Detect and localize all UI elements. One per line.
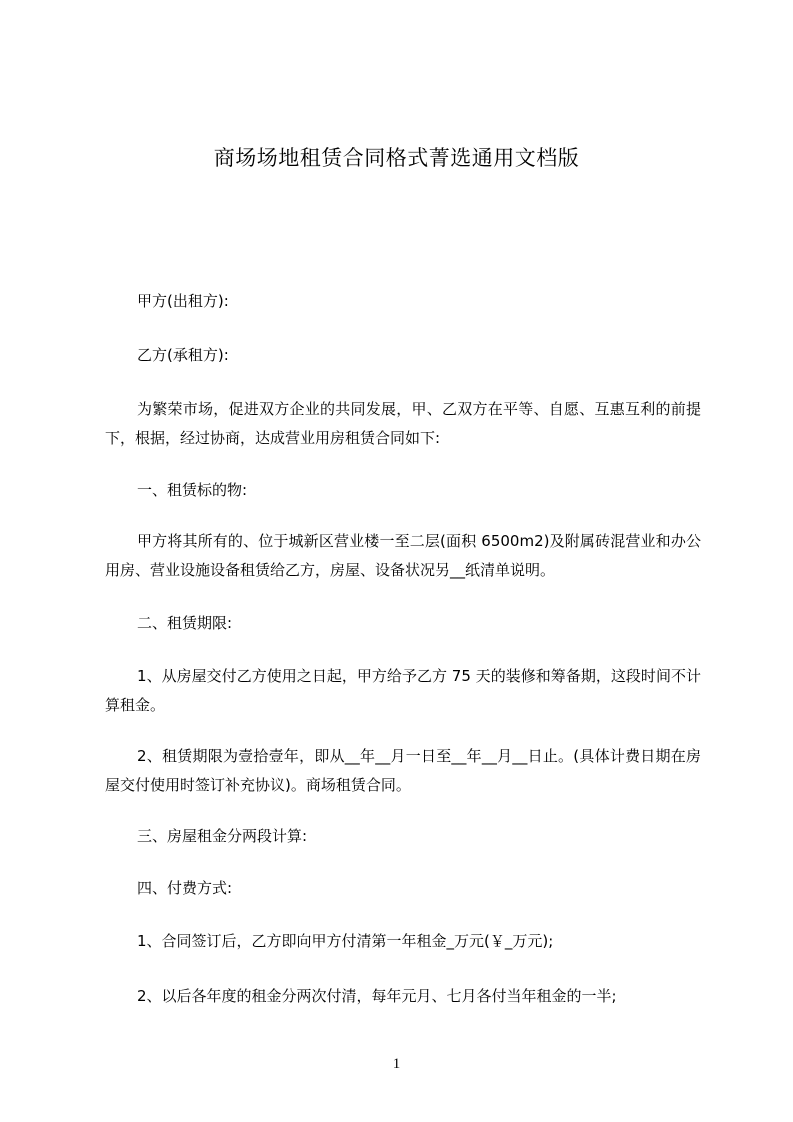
section-2-item-2: 2、租赁期限为壹拾壹年，即从__年__月一日至__年__月__日止。(具体计费日期在房屋交付使用时签订补充协议)。商场租赁合同。 bbox=[105, 747, 701, 794]
party-b-line: 乙方(承租方): bbox=[137, 346, 229, 364]
section-4-item-1: 1、合同签订后，乙方即向甲方付清第一年租金_万元(￥_万元); bbox=[137, 932, 554, 950]
section-1-paragraph: 甲方将其所有的、位于城新区营业楼一至二层(面积 6500m2)及附属砖混营业和办公用房、营业设施设备租赁给乙方，房屋、设备状况另__纸清单说明。 bbox=[105, 532, 701, 579]
party-a-line: 甲方(出租方): bbox=[137, 292, 229, 310]
section-4-item-2: 2、以后各年度的租金分两次付清，每年元月、七月各付当年租金的一半; bbox=[137, 987, 617, 1005]
section-4-heading: 四、付费方式: bbox=[137, 879, 233, 897]
preamble-paragraph: 为繁荣市场，促进双方企业的共同发展，甲、乙双方在平等、自愿、互惠互利的前提下，根据，经过协商，达成营业用房租赁合同如下: bbox=[105, 400, 701, 447]
page-number: 1 bbox=[392, 1056, 401, 1072]
document-title: 商场场地租赁合同格式菁选通用文档版 bbox=[213, 146, 580, 170]
section-2-item-1: 1、从房屋交付乙方使用之日起，甲方给予乙方 75 天的装修和筹备期，这段时间不计算租金。 bbox=[105, 667, 701, 714]
section-3-heading: 三、房屋租金分两段计算: bbox=[137, 827, 308, 845]
section-1-heading: 一、租赁标的物: bbox=[137, 481, 248, 499]
section-2-heading: 二、租赁期限: bbox=[137, 614, 233, 632]
